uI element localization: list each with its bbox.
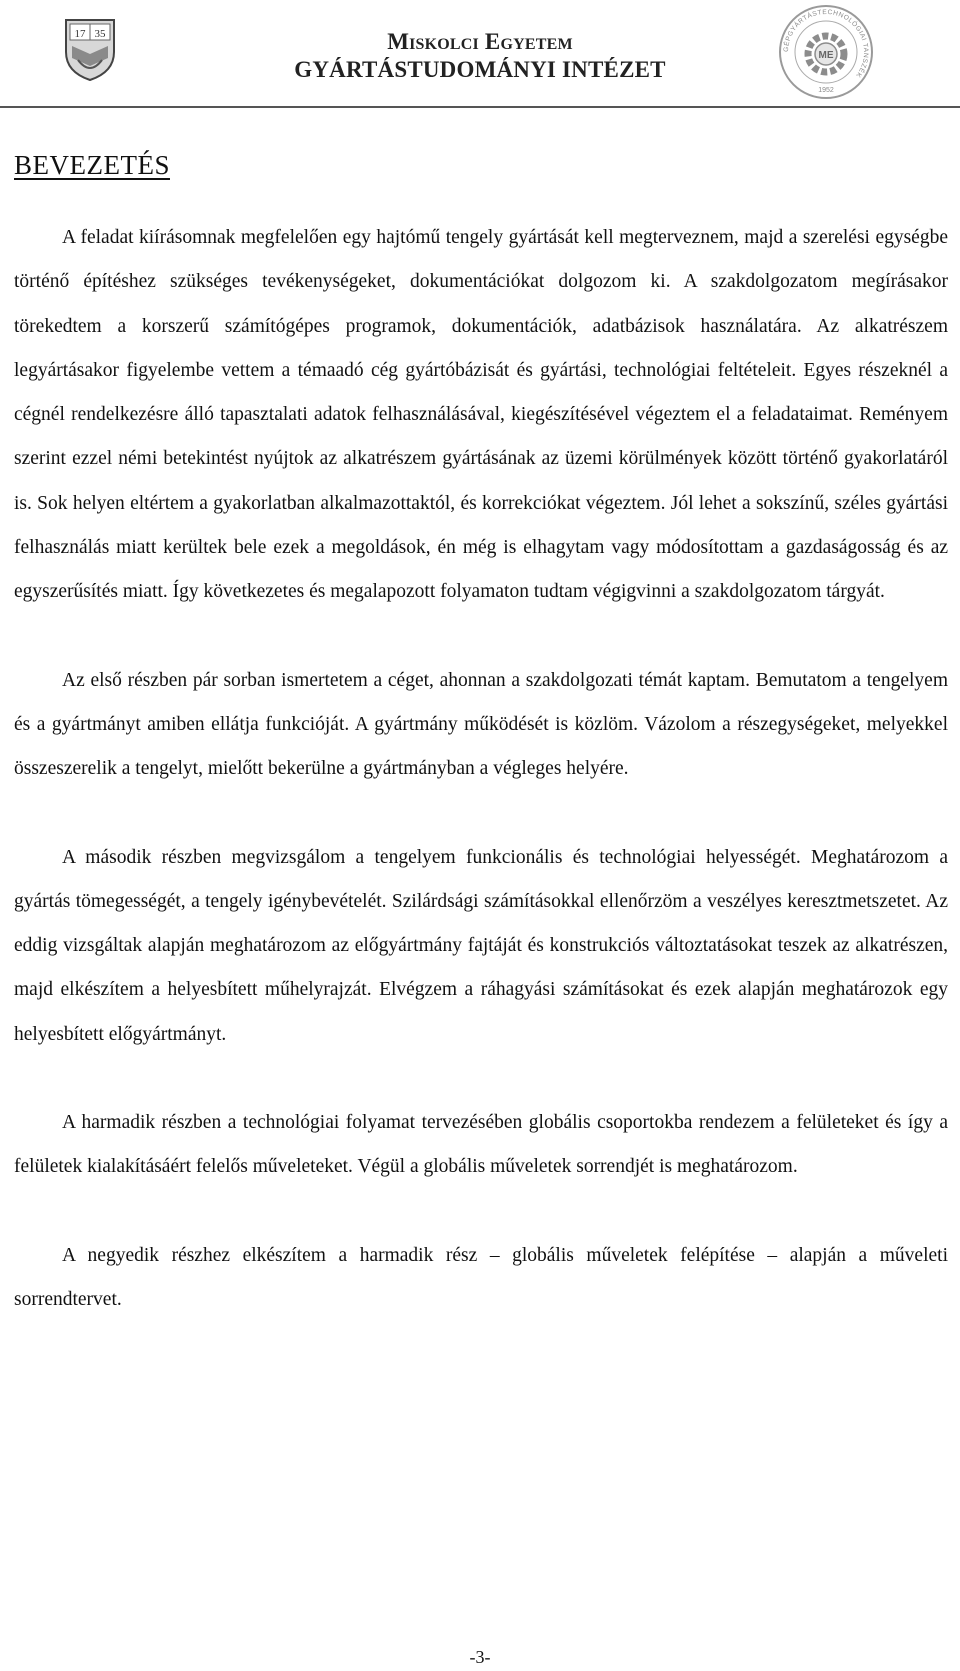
crest-year-left: 17 <box>74 28 86 40</box>
seal-year: 1952 <box>818 87 834 94</box>
gear-seal-icon <box>778 4 874 100</box>
institute-name: GYÁRTÁSTUDOMÁNYI INTÉZET <box>294 57 666 82</box>
page-number: -3- <box>469 1647 491 1667</box>
page-header <box>0 0 960 108</box>
university-crest-icon <box>62 14 118 82</box>
paragraph-1: A feladat kiírásomnak megfelelően egy hajtómű tengely gyártását kell megterveznem, majd a szerelési egységbe történő építéshez szükséges tevékenységeket, dokumentációkat dolgozom ki. A szakdolgozatom megírásakor törekedtem a korszerű számítógépes programok, dokumentációk, adatbázisok használatára. Az alkatrészem legyártásakor figyelembe vettem a témaadó cég gyártóbázisát és gyártási, technológiai feltételeit. Egyes részeknél a cégnél rendelkezésre álló tapasztalati adatok felhasználásával, kiegészítésével végeztem el a feladataimat. Reményem szerint ezzel némi betekintést nyújtok az alkatrészem gyártásának az üzemi körülmények között történő gyakorlatáról is. Sok helyen eltértem a gyakorlatban alkalmazottaktól, és korrekciókat végeztem. Jól lehet a sokszínű, széles gyártási felhasználás miatt kerültek bele ezek a megoldások, én még is elhagytam vagy módosítottam a gazdaságosság és az egyszerűsítés miatt. Így következetes és megalapozott folyamaton tudtam végigvinni a szakdolgozatom tárgyát. <box>14 227 948 603</box>
crest-year-right: 35 <box>94 28 106 40</box>
seal-center-text: ME <box>818 50 834 61</box>
university-name: Miskolci Egyetem <box>387 29 573 54</box>
section-title: BEVEZETÉS <box>14 150 170 180</box>
paragraph-3: A második részben megvizsgálom a tengelyem funkcionális és technológiai helyességét. Meghatározom a gyártás tömegességét, a tengely igénybevételét. Szilárdsági számításokkal ellenőrzöm a veszélyes keresztmetszetet. Az eddig vizsgáltak alapján meghatározom az előgyártmány fajtáját és konstrukciós változtatásokat teszek az alkatrészen, majd elkészítem a helyesbített műhelyrajzát. Elvégzem a ráhagyási számításokat és ezek alapján meghatározok egy helyesbített előgyártmányt. <box>14 846 948 1045</box>
paragraph-5: A negyedik részhez elkészítem a harmadik rész – globális műveletek felépítése – alapján a műveleti sorrendtervet. <box>14 1244 948 1310</box>
document-body <box>14 148 948 1322</box>
seal-ring-text: GÉPGYÁRTÁSTECHNOLÓGIAI TANSZÉK <box>782 8 870 79</box>
paragraph-4: A harmadik részben a technológiai folyamat tervezésében globális csoportokba rendezem a felületeket és így a felületek kialakításáért felelős műveleteket. Végül a globális műveletek sorrendjét is meghatározom. <box>14 1112 948 1178</box>
header-titles <box>250 28 710 84</box>
paragraph-2: Az első részben pár sorban ismertetem a céget, ahonnan a szakdolgozati témát kaptam. Bemutatom a tengelyem és a gyártmányt amiben ellátja funkcióját. A gyártmány működését is közlöm. Vázolom a részegységeket, melyekkel összeszerelik a tengelyt, mielőtt bekerülne a gyártmányban a végleges helyére. <box>14 669 948 780</box>
